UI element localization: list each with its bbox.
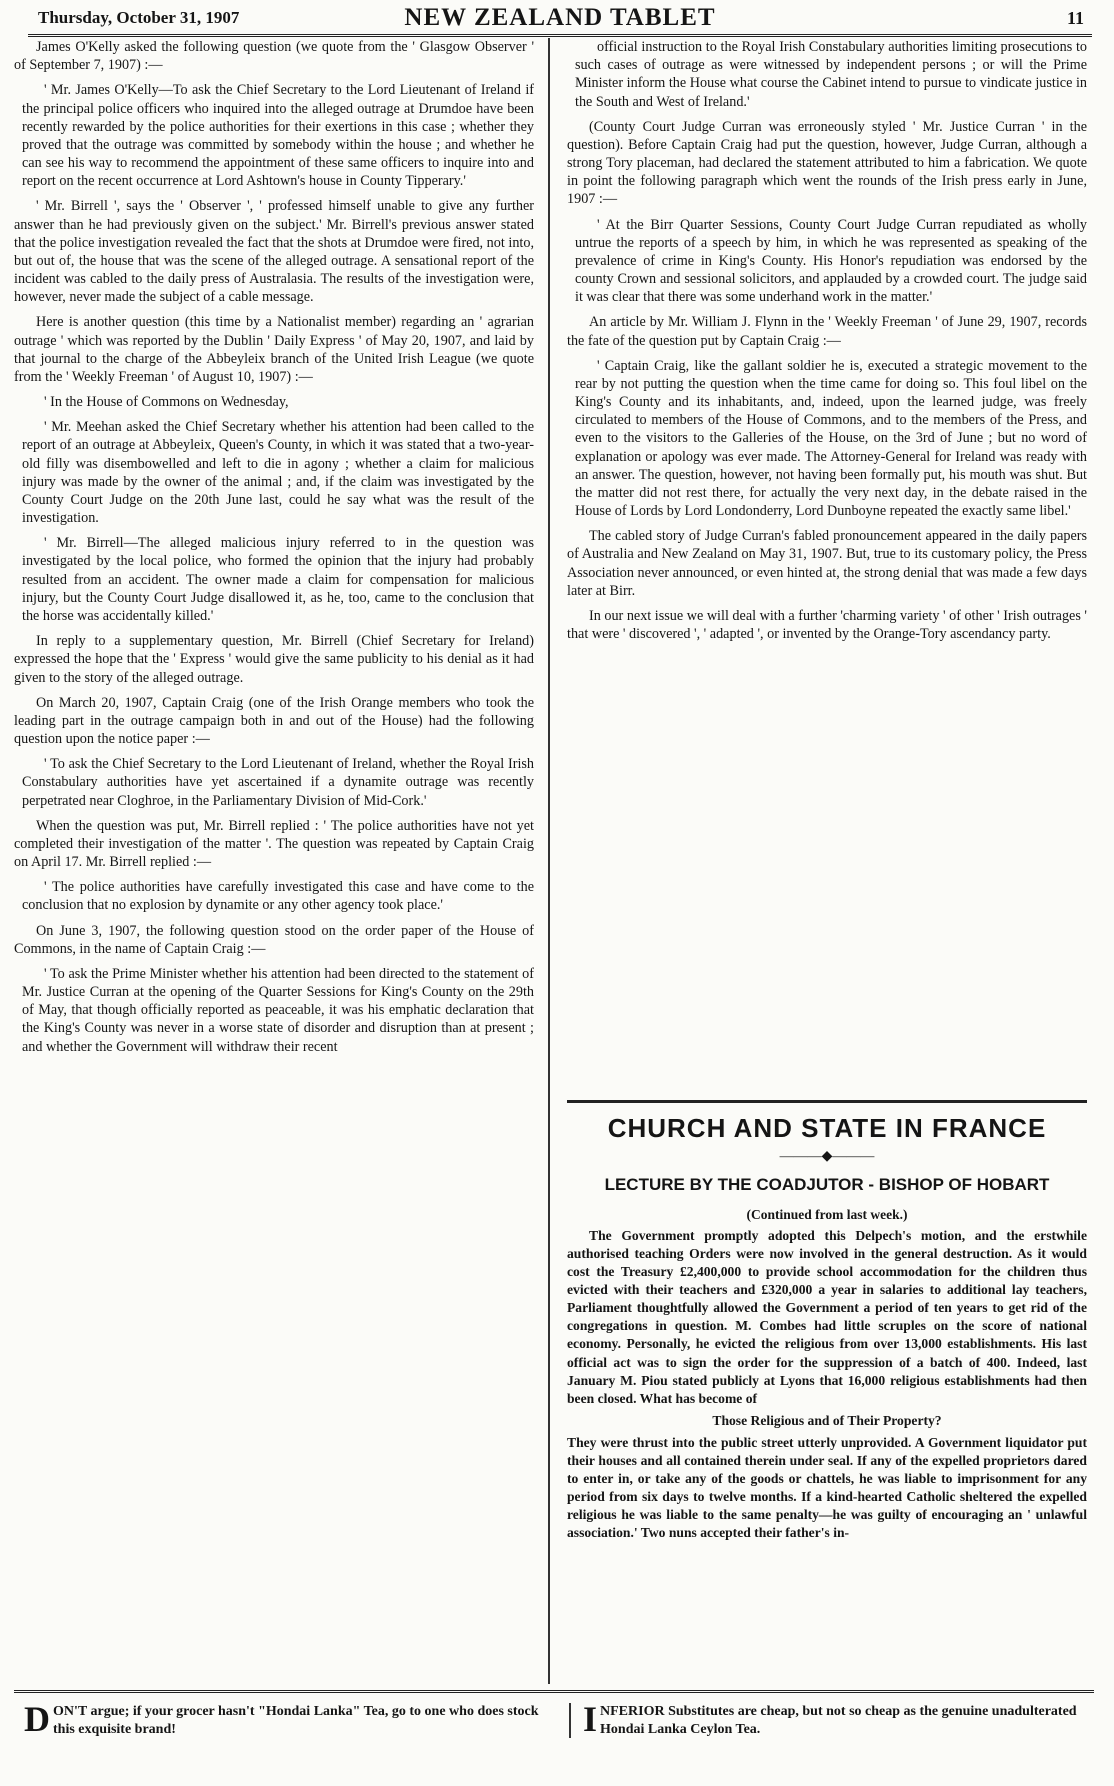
article-subheading: Those Religious and of Their Property? bbox=[712, 1412, 942, 1428]
paragraph: James O'Kelly asked the following question (we quote from the ' Glasgow Observer ' of September 7, 1907) :— bbox=[14, 39, 534, 74]
issue-date: Thursday, October 31, 1907 bbox=[38, 8, 240, 27]
ad-text: NFERIOR Substitutes are cheap, but not so cheap as the genuine unadulterated Hondai Lanka Ceylon Tea. bbox=[600, 1704, 1077, 1737]
diamond-divider: ———◆——— bbox=[779, 1149, 875, 1164]
drop-cap: I bbox=[583, 1699, 598, 1739]
hondai-lanka-ad-left bbox=[24, 1699, 544, 1739]
paragraph: In our next issue we will deal with a further 'charming variety ' of other ' Irish outrages ' that were ' discovered ', ' adapted ', or invented by the Orange-Tory ascendancy party. bbox=[567, 607, 1087, 643]
article-subtitle: LECTURE BY THE COADJUTOR - BISHOP OF HOBART bbox=[604, 1175, 1050, 1194]
quoted-paragraph: official instruction to the Royal Irish Constabulary authorities limiting prosecutions to such cases of outrage as were witnessed by independent persons ; or will the Prime Minister inform the House what course the Cabinet intend to pursue to vindicate justice in the South and West of Ireland.' bbox=[575, 39, 1087, 110]
paragraph: (County Court Judge Curran was erroneously styled ' Mr. Justice Curran ' in the question). Before Captain Craig had put the question, however, Judge Curran, although a strong Tory placeman, had declared the statement attributed to him a fabrication. We quote in point the following paragraph which went the rounds of the Irish press early in June, 1907 :— bbox=[567, 118, 1087, 208]
page-number: 11 bbox=[1066, 8, 1084, 28]
quoted-paragraph: ' Mr. Birrell—The alleged malicious injury referred to in the question was investigated by the local police, who formed the opinion that the injury had probably resulted from an accident. The owner made a claim for compensation for malicious injury, but the County Court Judge disallowed it, as he, too, came to the conclusion that the horse was accidentally killed.' bbox=[22, 535, 534, 624]
article-body bbox=[567, 1227, 1087, 1542]
drop-cap: D bbox=[24, 1699, 50, 1739]
paragraph: On March 20, 1907, Captain Craig (one of the Irish Orange members who took the leading part in the outrage campaign both in and out of the House) had the following question upon the notice paper :— bbox=[14, 694, 534, 748]
advertisement-strip bbox=[14, 1690, 1094, 1783]
church-and-state-article bbox=[567, 1100, 1087, 1683]
masthead bbox=[28, 4, 1092, 37]
quoted-paragraph: ' The police authorities have carefully investigated this case and have come to the conclusion that no explosion by dynamite or any other agency took place.' bbox=[22, 879, 534, 914]
column-divider bbox=[548, 38, 550, 1684]
paragraph: ' Mr. Birrell ', says the ' Observer ', ' professed himself unable to give any further answer than he had previously given on the subject.' Mr. Birrell's previous answer stated that the police investigation revealed the fact that the shots at Drumdoe were fired, not into, but out of, the house that was the scene of the alleged outrage. A sensational report of the incident was cabled to the daily press of Australasia. The results of the investigation were, however, never made the subject of a cable message. bbox=[14, 198, 534, 306]
quoted-paragraph: ' Captain Craig, like the gallant soldier he is, executed a strategic movement to the rear by not putting the question when the time came for doing so. This foul libel on the King's County and its inhabitants, and, indeed, upon the learned judge, was freely circulated to members of the House of Commons, and to the members of the Press, and even to the visitors to the Galleries of the House, on the 3rd of June ; but no word of explanation or apology was ever made. The Attorney-General for Ireland was ready with an answer. The question, however, not having been formally put, his mouth was shut. But the matter did not rest there, for actually the very next day, in the debate raised in the House of Lords by Lord Londonderry, Lord Dunboyne repeated the exactly same libel.' bbox=[575, 357, 1087, 520]
article-title: CHURCH AND STATE IN FRANCE bbox=[607, 1113, 1047, 1143]
paragraph: Here is another question (this time by a Nationalist member) regarding an ' agrarian outrage ' which was reported by the Dublin ' Daily Express ' of May 20, 1907, and laid by that journal to the charge of the Abbeyleix branch of the United Irish League (we quote from the ' Weekly Freeman ' of August 10, 1907) :— bbox=[14, 314, 534, 385]
newspaper-title: NEW ZEALAND TABLET bbox=[404, 4, 716, 31]
article-paragraph: They were thrust into the public street utterly unprovided. A Government liquidator put their houses and all contained therein under seal. If any of the expelled proprietors dared to enter in, or take any of the goods or chattels, he was liable to imprisonment for any period from six days to twelve months. If a kind-hearted Catholic sheltered the expelled religious he was liable to the same penalty—he was guilty of encouraging an ' unlawful association.' Two nuns accepted their father's in- bbox=[567, 1434, 1087, 1541]
article-paragraph: The Government promptly adopted this Delpech's motion, and the erstwhile authorised teaching Orders were now involved in the general destruction. As it would cost the Treasury £2,400,000 to provide school accommodation for the children thus evicted with their teachers and £320,000 a year in salaries to additional lay teachers, Parliament thoughtfully allowed the Government a period of ten years to get rid of the congregations in question. M. Combes had little scruples on the score of national economy. Personally, he evicted the religious from over 13,000 establishments. His last official act was to sign the order for the suppression of a batch of 400. Indeed, last January M. Piou stated publicly at Lyons that 16,000 religious establishments had then been closed. What has become of bbox=[567, 1228, 1087, 1406]
paragraph: In reply to a supplementary question, Mr. Birrell (Chief Secretary for Ireland) expressed the hope that the ' Express ' would give the same publicity to his denial as it had given to the story of the alleged outrage. bbox=[14, 633, 534, 686]
paragraph: An article by Mr. William J. Flynn in the ' Weekly Freeman ' of June 29, 1907, records the fate of the question put by Captain Craig :— bbox=[567, 314, 1087, 349]
quoted-paragraph: ' To ask the Chief Secretary to the Lord Lieutenant of Ireland, whether the Royal Irish Constabulary authorities have yet ascertained if a dynamite outrage was recently perpetrated near Cloghroe, in the Parliamentary Division of Mid-Cork.' bbox=[22, 756, 534, 809]
quoted-paragraph: ' To ask the Prime Minister whether his attention had been directed to the statement of Mr. Justice Curran at the opening of the Quarter Sessions for King's County on the 29th of May, that though officially reported as peaceable, it was his emphatic declaration that the King's County was never in a worse state of disorder and disruption than at present ; and whether the Government will withdraw their recent bbox=[22, 965, 534, 1055]
continued-note: (Continued from last week.) bbox=[746, 1207, 908, 1222]
hondai-lanka-ad-right bbox=[569, 1699, 1103, 1739]
quoted-paragraph: ' Mr. Meehan asked the Chief Secretary whether his attention had been called to the report of an outrage at Abbeyleix, Queen's County, in which it was stated that a two-year-old filly was disembowelled and left to die in agony ; whether a claim for malicious injury was made by the owner of the animal ; and, if the claim was investigated by the County Court Judge on the 20th June last, could he say what was the result of the investigation. bbox=[22, 419, 534, 527]
ad-text: ON'T argue; if your grocer hasn't "Hondai Lanka" Tea, go to one who does stock this exquisite brand! bbox=[53, 1704, 539, 1737]
left-column bbox=[14, 38, 534, 1636]
paragraph: The cabled story of Judge Curran's fabled pronouncement appeared in the daily papers of Australia and New Zealand on May 31, 1907. But, true to its customary policy, the Press Association never announced, or even hinted at, the strong denial that was made a few days later at Birr. bbox=[567, 528, 1087, 599]
quoted-paragraph: ' Mr. James O'Kelly—To ask the Chief Secretary to the Lord Lieutenant of Ireland if the principal police officers who inquired into the alleged outrage at Drumdoe have been recently rewarded by the police authorities for their exertions in this case ; whether they proved that the outrage was committed by somebody within the house ; and whether he can see his way to recommend the appointment of these same officers to inquire into and report on the recent occurrence at Lord Ashtown's house in County Tipperary.' bbox=[22, 82, 534, 190]
paragraph: When the question was put, Mr. Birrell replied : ' The police authorities have not yet completed their investigation of the matter '. The question was repeated by Captain Craig on April 17. Mr. Birrell replied :— bbox=[14, 817, 534, 871]
quoted-paragraph: ' In the House of Commons on Wednesday, bbox=[44, 394, 289, 411]
quoted-paragraph: ' At the Birr Quarter Sessions, County Court Judge Curran repudiated as wholly untrue the reports of a speech by him, in which he was represented as speaking of the prevalence of crime in King's County. His Honor's repudiation was endorsed by the county Crown and sessional solicitors, and applauded by a crowded court. The judge said it was clear that there was some underhand work in the matter.' bbox=[575, 216, 1087, 306]
paragraph: On June 3, 1907, the following question stood on the order paper of the House of Commons, in the name of Captain Craig :— bbox=[14, 922, 534, 957]
